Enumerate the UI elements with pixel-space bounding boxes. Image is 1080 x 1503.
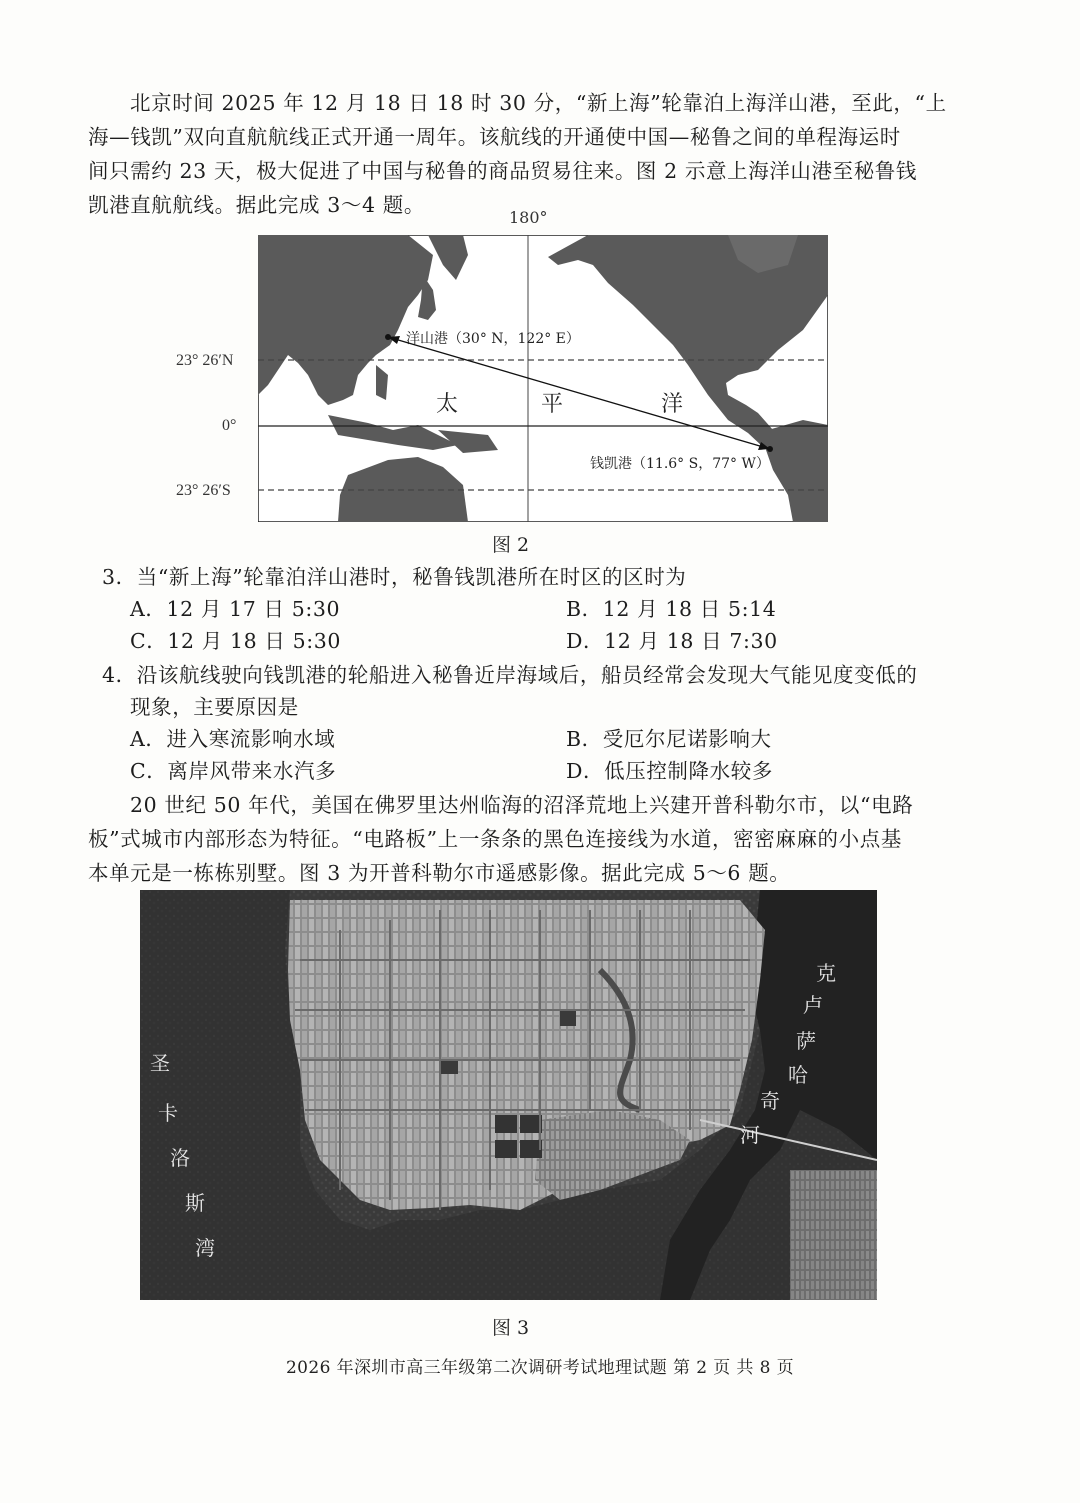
intro1-line-2: 海—钱凯”双向直航航线正式开通一周年。该航线的开通使中国—秘鲁之间的单程海运时 bbox=[88, 125, 901, 149]
river-char-6: 河 bbox=[740, 1123, 760, 1147]
yangshan-port-marker bbox=[385, 334, 391, 340]
river-char-3: 萨 bbox=[796, 1029, 816, 1053]
river-char-5: 奇 bbox=[760, 1089, 780, 1113]
question4-option-a: A．进入寒流影响水域 bbox=[130, 727, 336, 751]
question4-stem-line2: 现象，主要原因是 bbox=[130, 695, 299, 719]
intro1-line-4: 凯港直航航线。据此完成 3～4 题。 bbox=[88, 193, 425, 217]
bay-char-5: 湾 bbox=[195, 1236, 215, 1260]
intro2-line-3: 本单元是一栋栋别墅。图 3 为开普科勒尔市遥感影像。据此完成 5～6 题。 bbox=[88, 861, 791, 885]
question3-option-b: B．12 月 18 日 5:14 bbox=[566, 597, 777, 621]
river-char-4: 哈 bbox=[788, 1063, 808, 1087]
intro2-line-2: 板”式城市内部形态为特征。“电路板”上一条条的黑色连接线为水道，密密麻麻的小点基 bbox=[88, 827, 902, 851]
figure3-caption: 图 3 bbox=[492, 1317, 530, 1339]
yangshan-port-label: 洋山港（30° N，122° E） bbox=[406, 331, 580, 347]
ocean-char-3: 洋 bbox=[661, 392, 684, 417]
bay-char-1: 圣 bbox=[150, 1051, 170, 1075]
dark-block bbox=[560, 1010, 576, 1026]
question4-option-b: B．受厄尔尼诺影响大 bbox=[566, 727, 772, 751]
river-char-2: 卢 bbox=[803, 993, 823, 1017]
bay-char-2: 卡 bbox=[158, 1101, 178, 1125]
dark-block bbox=[520, 1115, 542, 1133]
tropic-capricorn-label: 23° 26′S bbox=[176, 482, 231, 499]
figure2-caption: 图 2 bbox=[492, 534, 530, 556]
dark-block bbox=[440, 1060, 458, 1074]
meridian-180-label: 180° bbox=[509, 208, 548, 227]
chancay-port-marker bbox=[767, 446, 773, 452]
dark-block bbox=[520, 1140, 542, 1158]
ocean-char-1: 太 bbox=[436, 392, 459, 417]
question4-stem-line1: 4．沿该航线驶向钱凯港的轮船进入秘鲁近岸海域后，船员经常会发现大气能见度变低的 bbox=[102, 663, 918, 687]
ocean-char-2: 平 bbox=[541, 392, 564, 417]
fort-myers-area bbox=[790, 1170, 877, 1300]
dark-block bbox=[495, 1115, 517, 1133]
question4-option-c: C．离岸风带来水汽多 bbox=[130, 759, 337, 783]
route-map bbox=[258, 235, 828, 522]
question4-option-d: D．低压控制降水较多 bbox=[566, 759, 773, 783]
dark-block bbox=[495, 1140, 517, 1158]
intro2-line-1: 20 世纪 50 年代，美国在佛罗里达州临海的沼泽荒地上兴建开普科勒尔市，以“电路 bbox=[130, 793, 914, 817]
tropic-cancer-label: 23° 26′N bbox=[176, 352, 234, 369]
intro1-line-1: 北京时间 2025 年 12 月 18 日 18 时 30 分，“新上海”轮靠泊上海洋山港，至此，“上 bbox=[130, 91, 947, 115]
bay-char-4: 斯 bbox=[185, 1191, 205, 1215]
bay-char-3: 洛 bbox=[170, 1146, 190, 1170]
equator-label: 0° bbox=[222, 417, 237, 434]
river-char-1: 克 bbox=[816, 961, 836, 985]
page-footer: 2026 年深圳市高三年级第二次调研考试地理试题 第 2 页 共 8 页 bbox=[285, 1358, 795, 1378]
question3-stem: 3．当“新上海”轮靠泊洋山港时，秘鲁钱凯港所在时区的区时为 bbox=[102, 565, 687, 589]
question3-option-a: A．12 月 17 日 5:30 bbox=[130, 597, 341, 621]
satellite-image bbox=[140, 890, 877, 1300]
chancay-port-label: 钱凯港（11.6° S，77° W） bbox=[590, 456, 770, 472]
question3-option-c: C．12 月 18 日 5:30 bbox=[130, 629, 342, 653]
question3-option-d: D．12 月 18 日 7:30 bbox=[566, 629, 778, 653]
intro1-line-3: 间只需约 23 天，极大促进了中国与秘鲁的商品贸易往来。图 2 示意上海洋山港至秘鲁钱 bbox=[88, 159, 917, 183]
